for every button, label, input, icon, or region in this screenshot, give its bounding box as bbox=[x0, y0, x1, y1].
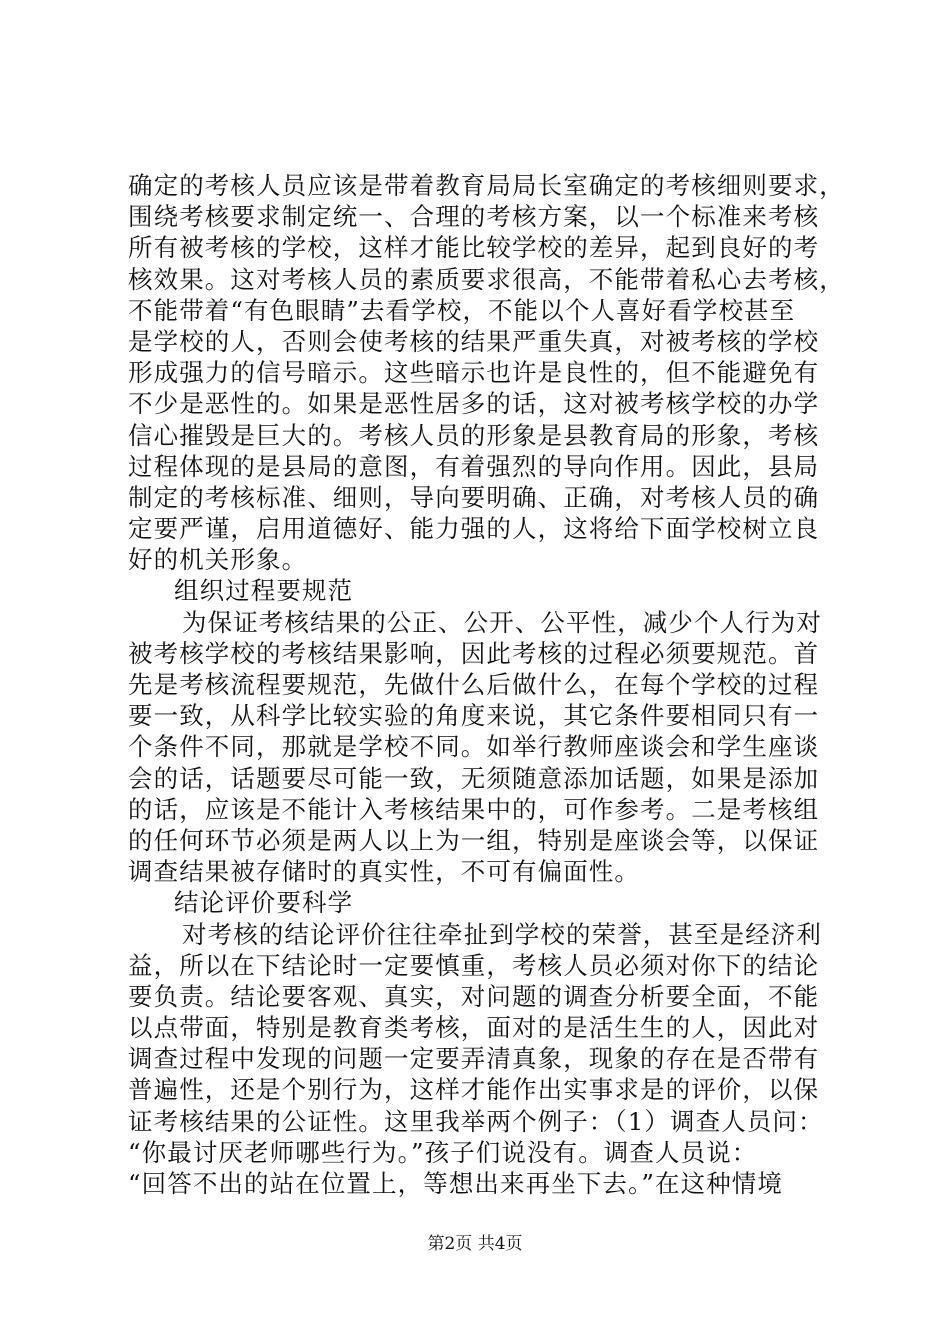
text-line: 核效果。这对考核人员的素质要求很高，不能带着私心去考核， bbox=[128, 264, 845, 294]
text-line: 信心摧毁是巨大的。考核人员的形象是县教育局的形象，考核 bbox=[128, 420, 820, 450]
text-line: 不能带着“有色眼睛”去看学校，不能以个人喜好看学校甚至 bbox=[128, 295, 796, 325]
page-footer: 第2页 共4页 bbox=[427, 1234, 523, 1254]
text-line: 调查过程中发现的问题一定要弄清真象，现象的存在是否带有 bbox=[128, 1044, 820, 1074]
text-line: 的任何环节必须是两人以上为一组，特别是座谈会等，以保证 bbox=[128, 825, 820, 855]
text-line: 会的话，话题要尽可能一致，无须随意添加话题，如果是添加 bbox=[128, 763, 820, 793]
text-line: “你最讨厌老师哪些行为。”孩子们说没有。调查人员说： bbox=[128, 1137, 758, 1167]
text-line: 形成强力的信号暗示。这些暗示也许是良性的，但不能避免有 bbox=[128, 358, 820, 388]
text-line: 普遍性，还是个别行为，这样才能作出实事求是的评价，以保 bbox=[128, 1075, 820, 1105]
text-line: 要一致，从科学比较实验的角度来说，其它条件要相同只有一 bbox=[128, 701, 820, 731]
text-line: 所有被考核的学校，这样才能比较学校的差异，起到良好的考 bbox=[128, 233, 820, 263]
text-line: 的话，应该是不能计入考核结果中的，可作参考。二是考核组 bbox=[128, 794, 820, 824]
text-line: 定要严谨，启用道德好、能力强的人，这将给下面学校树立良 bbox=[128, 514, 820, 544]
text-line: 要负责。结论要客观、真实，对问题的调查分析要全面，不能 bbox=[128, 981, 820, 1011]
text-line: 调查结果被存储时的真实性，不可有偏面性。 bbox=[128, 857, 640, 887]
text-line: 被考核学校的考核结果影响，因此考核的过程必须要规范。首 bbox=[128, 638, 820, 668]
text-line: 制定的考核标准、细则，导向要明确、正确，对考核人员的确 bbox=[128, 482, 820, 512]
text-line: 个条件不同，那就是学校不同。如举行教师座谈会和学生座谈 bbox=[128, 732, 820, 762]
text-line: “回答不出的站在位置上，等想出来再坐下去。”在这种情境 bbox=[128, 1169, 783, 1198]
section-heading: 结论评价要科学 bbox=[174, 888, 354, 918]
text-line: 好的机关形象。 bbox=[128, 545, 308, 575]
text-line: 是学校的人，否则会使考核的结果严重失真，对被考核的学校 bbox=[128, 326, 820, 356]
text-line: 先是考核流程要规范，先做什么后做什么，在每个学校的过程 bbox=[128, 670, 820, 699]
text-line: 以点带面，特别是教育类考核，面对的是活生生的人，因此对 bbox=[128, 1013, 820, 1043]
text-line: 过程体现的是县局的意图，有着强烈的导向作用。因此，县局 bbox=[128, 451, 820, 481]
text-line: 确定的考核人员应该是带着教育局局长室确定的考核细则要求， bbox=[128, 171, 845, 200]
text-line: 围绕考核要求制定统一、合理的考核方案，以一个标准来考核 bbox=[128, 202, 820, 232]
text-line: 不少是恶性的。如果是恶性居多的话，这对被考核学校的办学 bbox=[128, 389, 820, 419]
text-line: 证考核结果的公证性。这里我举两个例子：（1）调查人员问： bbox=[128, 1106, 824, 1136]
body-text bbox=[128, 170, 845, 1199]
text-line: 益，所以在下结论时一定要慎重，考核人员必须对你下的结论 bbox=[128, 950, 820, 980]
text-line: 为保证考核结果的公正、公开、公平性，减少个人行为对 bbox=[182, 607, 822, 637]
section-heading: 组织过程要规范 bbox=[174, 576, 354, 606]
text-line: 对考核的结论评价往往牵扯到学校的荣誉，甚至是经济利 bbox=[182, 919, 822, 949]
